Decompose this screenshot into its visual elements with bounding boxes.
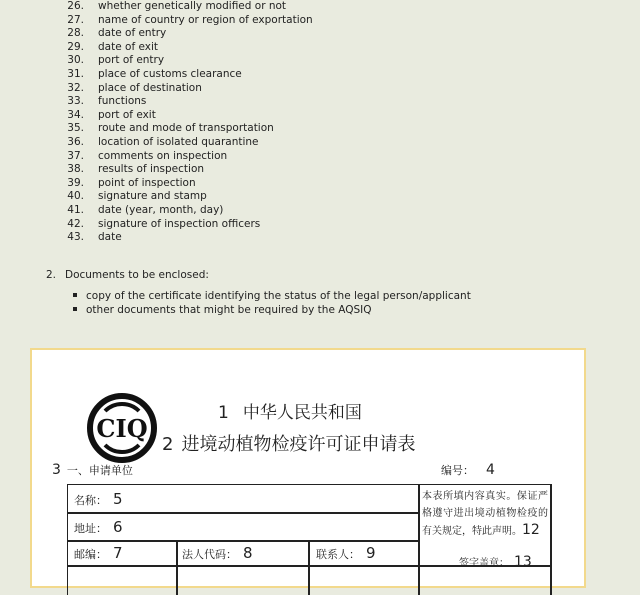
field-label: whether genetically modified or not	[98, 0, 287, 12]
field-number: 35.	[67, 122, 84, 135]
field-item	[60, 82, 313, 96]
field-item	[60, 231, 313, 245]
marker-12: 12	[522, 522, 540, 538]
field-item	[60, 0, 313, 14]
field-item	[60, 177, 313, 191]
marker-9: 9	[366, 544, 376, 562]
postcode-cell	[74, 544, 123, 562]
marker-13: 13	[514, 554, 532, 570]
field-number: 30.	[67, 54, 84, 67]
ciq-logo-text: CIQ	[96, 414, 148, 443]
applicant-table	[67, 484, 552, 595]
field-number: 43.	[67, 231, 84, 244]
marker-2: 2	[162, 434, 174, 455]
documents-title: Documents to be enclosed:	[65, 269, 209, 281]
legal-code-cell	[182, 544, 253, 562]
field-item	[60, 163, 313, 177]
documents-number: 2.	[46, 269, 57, 281]
marker-4: 4	[486, 462, 495, 478]
field-item	[60, 27, 313, 41]
field-number: 29.	[67, 40, 84, 53]
field-number: 31.	[67, 67, 84, 80]
field-label: date of exit	[98, 40, 158, 53]
field-number: 32.	[67, 81, 84, 94]
field-item	[60, 218, 313, 232]
field-item	[60, 150, 313, 164]
document-item: other documents that might be required by the AQSIQ	[73, 303, 471, 317]
field-label: comments on inspection	[98, 149, 228, 162]
signature-stamp	[459, 554, 532, 570]
field-item	[60, 54, 313, 68]
marker-8: 8	[243, 544, 253, 562]
field-label: location of isolated quarantine	[98, 135, 259, 148]
field-label: name of country or region of exportation	[98, 13, 313, 26]
title-application-text: 进境动植物检疫许可证申请表	[181, 434, 416, 455]
field-number: 37.	[67, 149, 84, 162]
field-number: 26.	[67, 0, 84, 12]
field-number: 36.	[67, 135, 84, 148]
marker-7: 7	[113, 544, 123, 562]
field-number: 42.	[67, 217, 84, 230]
field-number: 28.	[67, 27, 84, 40]
marker-6: 6	[113, 518, 123, 536]
field-number: 39.	[67, 176, 84, 189]
documents-heading	[46, 268, 471, 283]
title-country-text: 中华人民共和国	[242, 403, 362, 423]
stamp-label: 签字盖章：	[459, 558, 509, 569]
field-list	[60, 0, 313, 245]
field-item	[60, 136, 313, 150]
field-label: date (year, month, day)	[98, 203, 224, 216]
field-item	[60, 95, 313, 109]
field-item	[60, 190, 313, 204]
field-label: signature and stamp	[98, 190, 207, 203]
field-item	[60, 122, 313, 136]
marker-5: 5	[113, 490, 123, 508]
marker-3: 3	[52, 462, 61, 478]
field-label: port of entry	[98, 54, 165, 67]
field-number: 34.	[67, 108, 84, 121]
field-label: point of inspection	[98, 176, 196, 189]
field-number: 41.	[67, 203, 84, 216]
field-item	[60, 109, 313, 123]
name-row	[74, 490, 123, 508]
legal-code-label: 法人代码：	[182, 548, 237, 561]
field-label: place of customs clearance	[98, 67, 242, 80]
marker-1: 1	[218, 403, 229, 423]
field-item	[60, 68, 313, 82]
section-heading-text: 一、申请单位	[66, 464, 133, 477]
field-label: route and mode of transportation	[98, 122, 274, 135]
ciq-logo	[87, 393, 157, 463]
section-heading	[52, 462, 133, 478]
declaration	[422, 488, 548, 540]
field-number: 40.	[67, 190, 84, 203]
address-label: 地址：	[74, 522, 107, 535]
contact-label: 联系人：	[316, 548, 360, 561]
name-label: 名称：	[74, 494, 107, 507]
application-form-image	[30, 348, 586, 588]
field-label: functions	[98, 95, 147, 108]
document-item: copy of the certificate identifying the status of the legal person/applicant	[73, 289, 471, 303]
field-item	[60, 41, 313, 55]
documents-section	[46, 268, 471, 317]
field-label: date of entry	[98, 27, 167, 40]
field-label: results of inspection	[98, 163, 205, 176]
field-number: 38.	[67, 163, 84, 176]
field-item	[60, 204, 313, 218]
form-title-country	[218, 398, 362, 423]
serial-label: 编号：	[441, 464, 474, 477]
field-label: date	[98, 231, 122, 244]
field-item	[60, 14, 313, 28]
postcode-label: 邮编：	[74, 548, 107, 561]
form-title-application	[162, 430, 415, 456]
field-label: port of exit	[98, 108, 156, 121]
declaration-text: 本表所填内容真实。保证严格遵守进出境动植物检疫的有关规定，特此声明。	[422, 491, 548, 537]
field-label: signature of inspection officers	[98, 217, 261, 230]
address-row	[74, 518, 123, 536]
field-number: 27.	[67, 13, 84, 26]
contact-cell	[316, 544, 376, 562]
field-label: place of destination	[98, 81, 202, 94]
field-number: 33.	[67, 95, 84, 108]
serial-number	[441, 462, 495, 478]
documents-list	[73, 289, 471, 317]
